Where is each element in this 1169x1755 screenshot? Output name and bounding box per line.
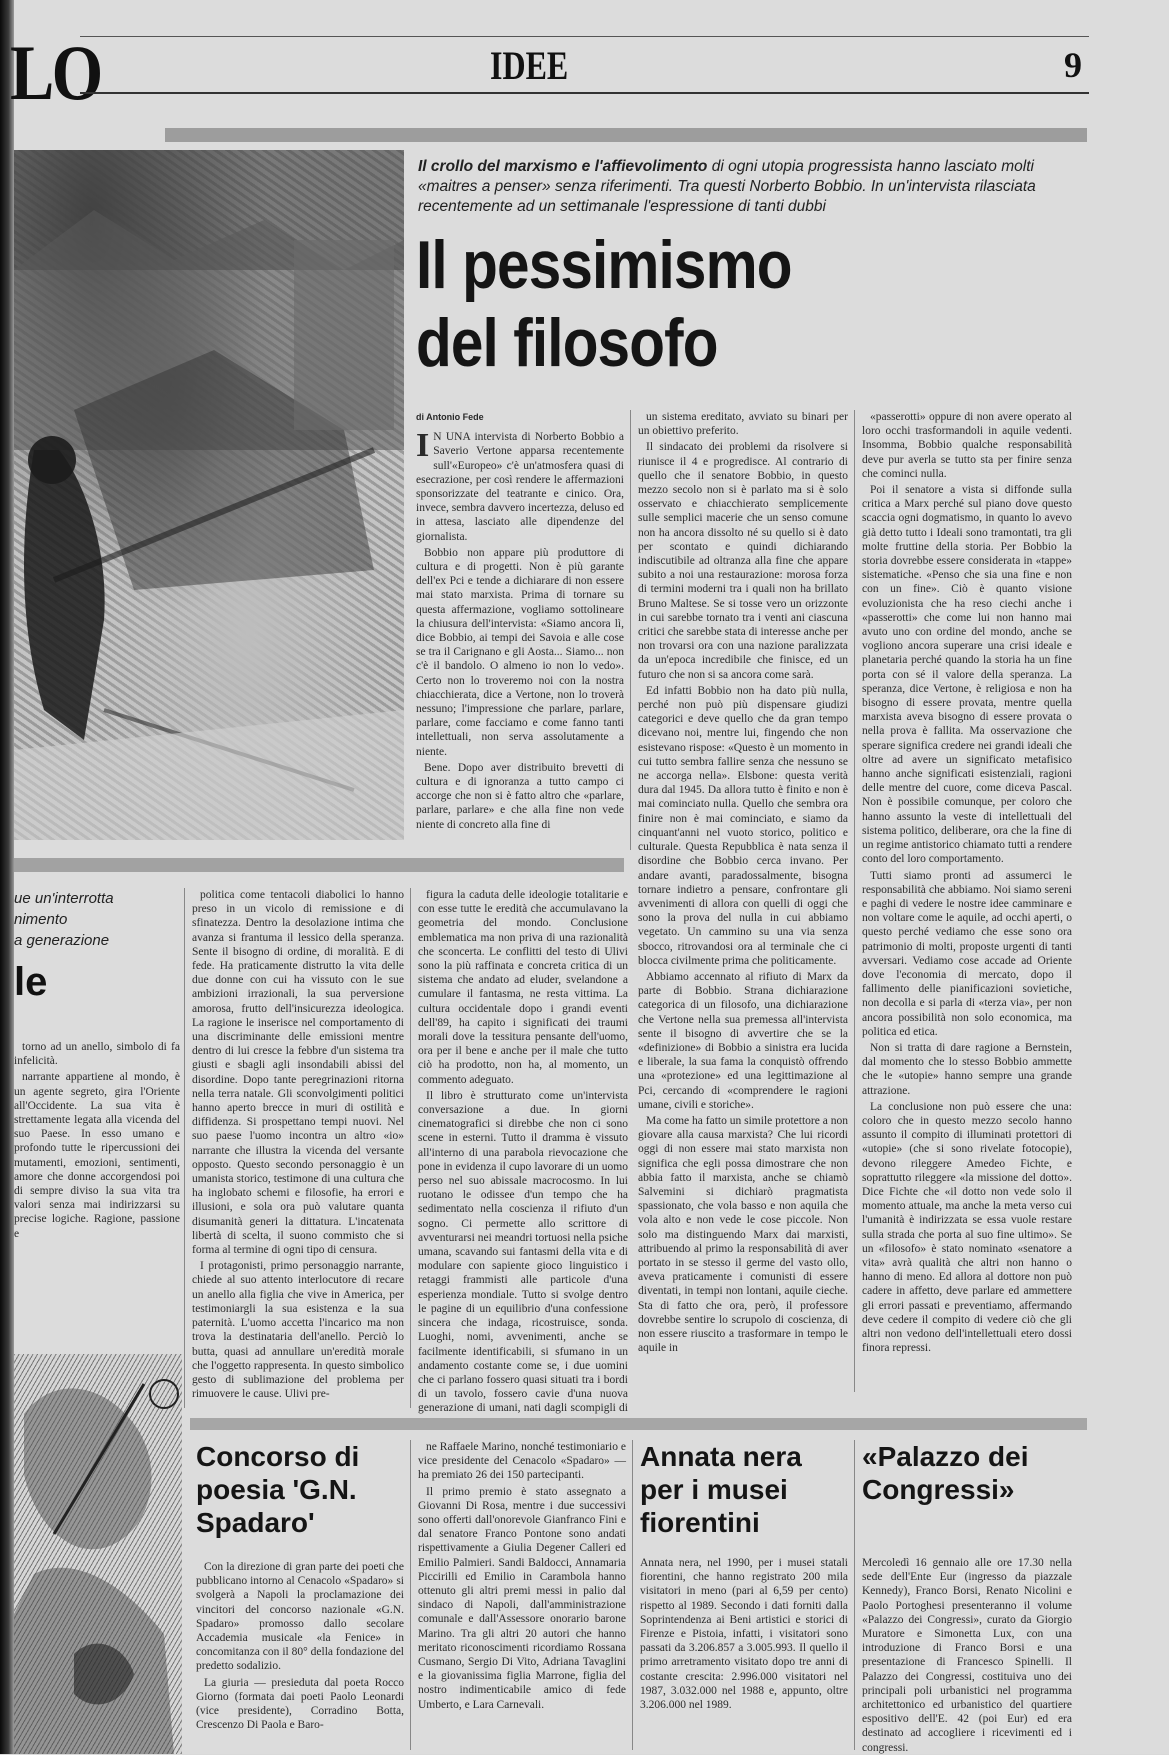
kicker-line: nimento (14, 911, 68, 928)
paragraph: Bene. Dopo aver distribuito brevetti di cultura e di ignoranza a tutto campo ci accorge che non si è fatto altro che «parlare, parlare, parlare» e che alla fine non vede niente di concreto alla fine di (416, 761, 624, 831)
masthead-fragment: LO (10, 29, 101, 116)
paragraph: N UNA intervista di Norberto Bobbio a Saverio Vertone apparsa recentemente sull'«Europeo» c'è un'atmosfera quasi di esecrazione, per così rendere le affermazioni sponsorizzate del teatrante e cinico. Ora, invece, sembra davvero incertezza, deluso ed in attesa, lasciato alle dipendenze del giornalista. (416, 431, 624, 543)
article-headline (416, 226, 812, 382)
kicker-line: ue un'interrotta (14, 890, 114, 907)
paragraph: Annata nera, nel 1990, per i musei statali fiorentini, che hanno registrato 200 mila visitatori in meno (pari al 6,59 per cento) rispetto al 1989. Secondo i dati forniti dalla Soprintendenza ai Beni artistici e storici di Firenze e Pistoia, infatti, i visitatori sono passati da 3.206.857 a 3.005.993. Il quello il primo arretramento visitato dopo tre anni di costante crescita: 2.996.000 visitatori nel 1987, 3.032.000 nel 1988 e, appunto, oltre 3.206.000 nel 1989. (640, 1557, 848, 1712)
paragraph: Ma come ha fatto un simile protettore a non giovare alla causa marxista? Che lui ricordi oggi di non essere mai stato marxista non significa che egli possa dimostrare che non abbia fatto il marxista, anche se chiamò Salvemini si dichiarò pragmatista spassionato, che vola basso e non aquila che vola alto e non vede le cose piccole. Non solo ma distinguendo Marx dai marxisti, attribuendo al primo la responsabilità di aver portato in se stesso il germe del vasto ollo, aveva praticamente i comunisti di essere diventati, in tempi non lontani, aquile cieche. Sta di fatto che ora, però, il professore dovrebbe sentire lo scrupolo di coscienza, di non essere riuscito a trasformare in tempo le aquile in (638, 1114, 848, 1355)
article-column-1 (416, 410, 624, 845)
paragraph: politica come tentacoli diabolici lo hanno preso in un vicolo di remissione e di sfinatezza. Dentro la desolazione intima che avanza si frantuma il lessico della speranza. Sente il bisogno di ordine, di moralità. E di fede. Ha praticamente distrutto la vita delle due donne con cui ha vissuto con le sue ambizioni irrazionali, la sua perversione amorosa, frutto dell'insicurezza ideologica. La ragione le inserisce nel comportamento di una discriminante delle emissioni mentre dentro di lui cresce la febbre d'un sistema tra giusti e sbagli agli insondabili abissi del disordine. Dopo tante peregrinazioni ritorna nella terra natale. Gli sconvolgimenti politici hanno aperto brecce in muri di ostilità e diffidenza. Si prospettano tempi nuovi. Nel suo paese l'uomo incontra un altro «io» narrante che illustra la vicenda del versante opposto. Questo secondo personaggio è un umanista storico, testimone di una cultura che ha inglobato schemi e filosofie, ha errori e illusioni, e sola ora può valutare quanta disumanità generi la dittatura. L'incatenata libertà di scelta, il suono commisto che si forma al termine di ogni tipo di censura. (192, 889, 404, 1257)
column-rule (410, 888, 411, 1408)
drop-cap: I (416, 427, 430, 465)
section-band-3 (190, 1418, 1087, 1430)
byline: di Antonio Fede (416, 412, 484, 422)
paragraph: Non si tratta di dare ragione a Bernstein, dal momento che lo stesso Bobbio ammette che le «utopie» hanno sempre una grande attrazione. (862, 1041, 1072, 1097)
article-column-2 (638, 410, 848, 1392)
column-rule (632, 1440, 633, 1750)
paragraph: Poi il senatore a vista si diffonde sulla critica a Marx perché sul piano dove questo scaccia ogni dogmatismo, in quanto lo avevo già detto tutto i Ideali sono tramontati, tra gli molte fruttine della storia. Per Bobbio la storia dovrebbe essere considerata in «tappe» sistematiche. «Penso che sia una fine e non con un fine». Ciò è quanto visione evoluzionista che ha reso ciechi anche i «passerotti» che come lui non hanno mai avuto uno con ordine del mondo, anche se vogliono ancora superare una crisi ideale e planetaria perché quando la storia ha un fine porta con sé il valore della speranza. La speranza, dice Vertone, è religiosa e non ha bisogno di essere provata, mentre quella marxista aveva bisogno di essere provata o nella prova è fallita. Ma osservazione che sperare significa credere nei grandi ideali che oltre ad avere un significato metafisico hanno anche significati esistenziali, ragioni delle mentre del cuore, come diceva Pascal. Non è possibile comunque, per coloro che hanno assunto la veste di intellettuali del sistema politico, deliberare, ora che la fine di un regime antistorico chiamato tutti a rendere conto del loro comportamento. (862, 484, 1072, 866)
column-rule (630, 410, 631, 850)
brief-palazzo-headline: «Palazzo dei Congressi» (862, 1441, 1029, 1505)
left-article-column-a (14, 1040, 180, 1350)
rubble-photo (14, 150, 404, 840)
kicker-bold: Il crollo del marxismo e l'affievolimento (418, 158, 708, 175)
column-rule (854, 1440, 855, 1750)
column-rule (410, 1440, 411, 1750)
section-band (165, 128, 1087, 142)
brief-musei-text (640, 1556, 848, 1750)
header-top-rule (80, 36, 1089, 37)
page-number: 9 (1064, 45, 1082, 85)
brief-concorso-column-1 (196, 1560, 404, 1750)
paragraph: Il libro è strutturato come un'intervista conversazione a due. In giorni cinematografici si direbbe che non ci sono scene in esterni. Tutto il dramma è vissuto all'interno di una parabola rievocazione che pone in evidenza il cupo lavorare di un uomo perso nel suo abissale macrocosmo. In lui ruotano le odissee d'un tempo che ha sedimentato nella coscienza il rifiuto d'un sogno. Ci permette allo scrittore di avventurarsi nei meandri tortuosi nella psiche umana, scavando sui fantasmi della vita e di modulare con sapiente gioco linguistico i retaggi frammisti alle particole d'una esperienza mondiale. Tutto si svolge dentro le pagine di un equilibrio d'una confessione sincera che indaga, ricostruisce, sonda. Luoghi, nomi, avvenimenti, anche se facilmente identificabili, si sfumano in un andamento costante come se, i due uomini che ci parlano fossero quasi situati tra i bordi di un tavolo, fossero cavie d'una nuova generazione di umani, nati dagli scompigli di (418, 1089, 628, 1415)
paragraph: Bobbio non appare più produttore di cultura e di progetti. Non è più garante dell'ex Pci e tende a dichiarare di non essere mai stato marxista. Prima di tornare su questa affermazione, vogliamo sottolineare la chiusura dell'intervista: «Siamo ancora lì, dice Bobbio, ai tempi dei Savoia e alle cose se tra il Carignano e gli Aosta... Siamo... non c'è il bandolo. O almeno io non lo vedo». Certo non lo troveremo noi con la nostra chiacchierata, dice a Vertone, non lo troverà nessuno; l'impressione che parlare, parlare, parlare, come facciamo e come fanno tanti intellettuali, non serva assolutamente a niente. (416, 546, 624, 758)
engraving-illustration (14, 1354, 182, 1754)
engraving-drawing (14, 1354, 182, 1754)
paragraph: La conclusione non può essere che una: coloro che in questo mezzo secolo hanno assunto il compito di illuminati protettori di «utopie» (che si sono rivelate fotocopie), devono rileggere Amedeo Fichte, e soprattutto rileggere «la missione del dotto». Dice Fichte che «il dotto non vede solo il momento attuale, ma anche la meta verso cui l'umanità è indirizzata se essa vuole restare sulla strada che porta al suo fine ultimo». Se un «filosofo» è stato nominato «senatore a vita» avrà qualità che altri non hanno o hanno di meno. Ed allora al dottore non può cadere in affetto, deve parlare ed ammettere gli errori passati e preventiamo, affermando deve cedere il compito di vedere ciò che gli altri non vedono dell'intellettuali etero dossi finora repressi. (862, 1100, 1072, 1355)
paragraph: Il sindacato dei problemi da risolvere si riunisce il 4 e progredisce. Al contrario di quello che il senatore Bobbio, in questo mezzo secolo non si è parlato ma si è solo osservato e chiacchierato semplicemente sulle semplici macerie che un senso comune non ha ancora dissolto né su quello si è dato per scontato e quindi dichiarando indiscutibile ad oltranza alla fine che appare subito a noi una restaurazione: morosa forza di termini moderni tra i quali non ha brillato Bruno Maltese. Se si tosse vero un orizzonte in cui sarebbe tornato tra i venti ani ciascuna critici che sarebbe stata di interesse anche per non trovarsi ora con una nazione paralizzata da un'epoca incredibile che finisce, ed un futuro che non si sa ancora come sarà. (638, 441, 848, 681)
column-rule (184, 888, 185, 1408)
left-article-column-c (418, 888, 628, 1415)
header-bottom-rule (80, 92, 1089, 94)
kicker-text: di ogni utopia progressista hanno lasciato molti «maitres a penser» senza riferimenti. Tra questi Norberto Bobbio. In un'intervista rilasciata recentemente ad un settimanale l'espressione di tanti dubbi (418, 158, 1036, 215)
article-column-3 (862, 410, 1072, 1392)
paragraph: «passerotti» oppure di non avere operato al loro occhi trasformandoli in aquile vedenti. Insomma, Bobbio qualche responsabilità deve pur averla se tutto sta per finire senza che cominci nulla. (862, 411, 1072, 480)
paragraph: Mercoledì 16 gennaio alle ore 17.30 nella sede dell'Ente Eur (ingresso da piazzale Kennedy), Franco Borsi, Renato Nicolini e Paolo Portoghesi presenteranno il volume «Palazzo dei Congressi», curato da Giorgio Muratore e Simonetta Lux, con una introduzione di Franco Borsi e una presentazione di Francesco Spinelli. Il Palazzo dei Congressi, costituiva uno dei principali poli urbanistici nel programma architettonico ed urbanistico del quartiere espositivo dell'E. 42 (poi Eur) ed era destinato ad accogliere i ricevimenti ed i congressi. (862, 1557, 1072, 1754)
headline-line-1: Il pessimismo (416, 227, 792, 303)
paragraph: Il primo premio è stato assegnato a Giovanni Di Rosa, mentre i due successivi sono offerti dall'onorevole Gianfranco Fini e dal senatore Franco Pontone sono andati rispettivamente a Giulia Degener Calleri ed Emilio Palmieri. Sandi Baldocci, Annamaria Piccirilli ed Emilio in Carambola hanno ottenuto gli altri premi messi in palio dal sindaco di Napoli, dall'amministrazione comunale e dall'Assessore onorario barone Marino. Tra gli altri 20 autori che hanno meritato riconoscimenti ricordiamo Rossana Cusmano, Sergio Di Vito, Adriana Tavaglini e la giovanissima figlia Marrone, figlia del nostro indimenticabile amico di fede Umberto, e Lara Carnevali. (418, 1485, 626, 1711)
paragraph: Ed infatti Bobbio non ha dato più nulla, perché non può più dispensare giudizi categorici e deve quello che da gran tempo dicevano noi, mentre lui, fingendo che non esistevano rispose: «Questo è un momento in cui tutto sembra fallire senza che nessuno se ne accorga nella». Elsbone: questa verità dura dal 1945. Da allora tutto è finito e non è mai cominciato nulla. Quello che sembra ora finire non è mai cominciato, e siamo da cinquant'anni nel vuoto storico, politico e culturale. Questa Repubblica è nata senza il disordine che Bobbio cerca invano. Per andare avanti, paradossalmente, bisogna tornare indietro a pensare, confrontare gli avvenimenti di allora con quelli di oggi che sono la prova del nulla in cui abbiamo vegetato. Un cammino su una via senza sbocco, ritrovandosi ora al terminale che ci blocca civilmente prima che politicamente. (638, 684, 848, 967)
photo-drawing (14, 150, 404, 840)
paragraph: ne Raffaele Marino, nonché testimoniario e vice presidente del Cenacolo «Spadaro» — ha premiato 26 dei 150 partecipanti. (418, 1441, 626, 1482)
article-kicker (418, 157, 1058, 217)
paragraph: narrante appartiene al mondo, è un agente segreto, gira l'Oriente all'Occidente. La sua vita è strettamente legata alla vicenda del suo Paese. In esso umano e profondo tutte le ripercussioni dei mutamenti, emozioni, sentimenti, amore che donne accorgendosi poi di sempre diviso la sua vita tra valori senza mai indirizzarsi su precise logiche. Ragione, passione e (14, 1071, 180, 1240)
paragraph: figura la caduta delle ideologie totalitarie e con esse tutte le eredità che accumulavano la geometria del mondo. Conclusione emblematica ma non priva di una razionalità che sconcerta. Le conflitti del testo di Ulivi sono la più raffinata e concreta critica di un sistema che andato ad eluder, svelandone a cumulare il fantasma, ne resta vittima. La cultura occidentale dopo i grandi eventi dell'89, ha capito i significati dei traumi morali dove la tessitura pensante dell'uomo, ora per il bene e anche per il male che tutto ciò ha prodotto, non ha, al momento, un commento adeguato. (418, 889, 628, 1086)
brief-concorso-headline: Concorso di poesia 'G.N. Spadaro' (196, 1441, 360, 1538)
left-article-column-b (192, 888, 404, 1410)
section-title: IDEE (490, 43, 569, 88)
paragraph: Abbiamo accennato al rifiuto di Marx da parte di Bobbio. Strana dichiarazione categorica di un filosofo, una dichiarazione che Vertone nella sua premessa all'intervista sente il bisogno di avvertire che se la «definizione» di Bobbio a sinistra era lucida e liberale, la sua fama la conquistò offrendo una «protezione» ed una legittimazione al Pci, cercando di «comprendere le ragioni umane, civili e storiche». (638, 970, 848, 1111)
binding-gutter (0, 0, 14, 1754)
headline-line-2: del filosofo (416, 305, 718, 381)
section-band-2 (14, 858, 624, 872)
paragraph: Tutti siamo pronti ad assumerci le responsabilità che abbiamo. Noi siamo sereni e paghi di vedere le nostre idee camminare e non voltare come le aquile, ad occhi aperti, o questo perché vediamo che esse sono ora patrimonio di molti, proposte urgenti di tanti avversari. Vediamo cose accade ad Oriente dove l'economia di mercato, dopo il fallimento delle pianificazioni sovietiche, non decolla e si parla di «terza via», per non ancora possibilità non solo economica, ma politica ed etica. (862, 869, 1072, 1038)
brief-musei-headline: Annata nera per i musei fiorentini (640, 1441, 802, 1538)
left-article-kicker (14, 888, 174, 951)
paragraph: un sistema ereditato, avviato su binari per un obiettivo preferito. (638, 411, 848, 438)
left-article-headline: le (14, 960, 48, 1004)
brief-concorso-column-2 (418, 1440, 626, 1750)
paragraph: torno ad un anello, simbolo di fa infelicità. (14, 1041, 180, 1068)
paragraph: La giuria — presieduta dal poeta Rocco Giorno (formata dai poeti Paolo Leonardi (vice presidente), Corradino Botta, Crescenzo Di Paola e Baro- (196, 1676, 404, 1732)
kicker-line: a generazione (14, 932, 110, 949)
brief-palazzo-text (862, 1556, 1072, 1754)
column-rule (854, 410, 855, 1392)
paragraph: Con la direzione di gran parte dei poeti che pubblicano intorno al Cenacolo «Spadaro» si svolgerà a Napoli la proclamazione dei vincitori del concorso nazionale «G.N. Spadaro» promosso dallo secolare Accademia musicale «la Fenice» in concomitanza con il 80° della fondazione del predetto sodalizio. (196, 1561, 404, 1673)
paragraph: I protagonisti, primo personaggio narrante, chiede al suo attento interlocutore di recare un anello alla figlia che vive in America, per testimoniargli la sua esistenza e la sua paternità. L'uomo accetta l'incarico ma non trova la destinataria dell'anello. Perciò lo butta, quasi ad annullare un'eredità morale che l'oggetto rappresenta. In questo simbolico gesto di sublimazione del problema per rimuovere le cause. Ulivi pre- (192, 1260, 404, 1401)
